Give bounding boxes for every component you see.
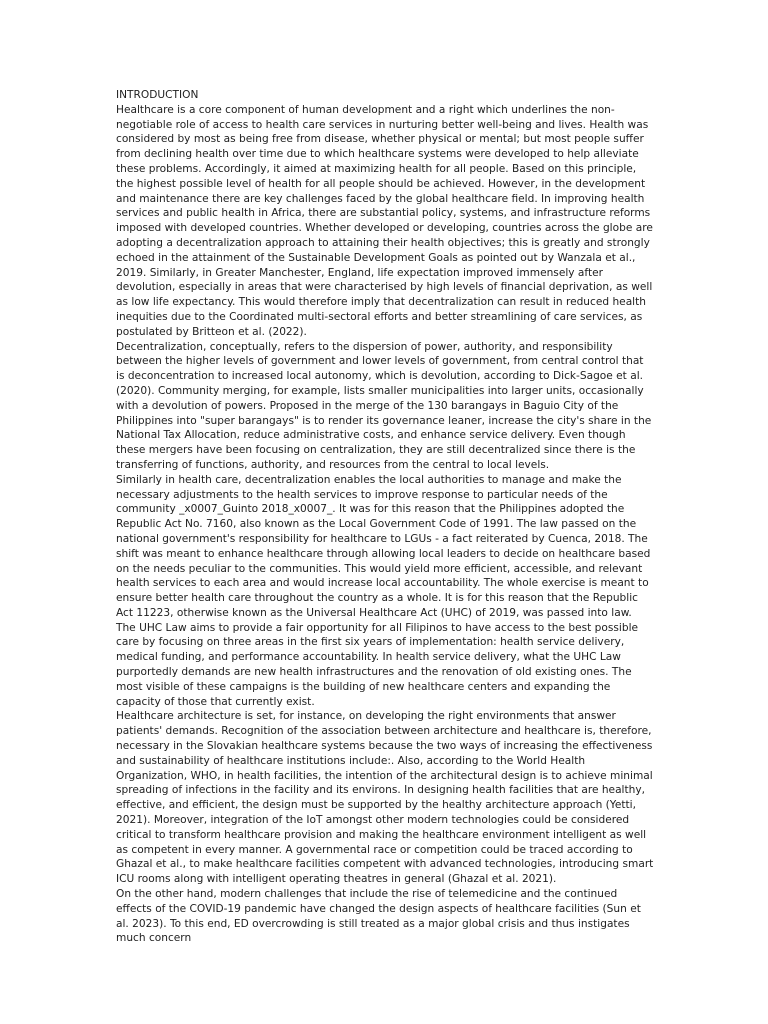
section-heading: INTRODUCTION (116, 89, 199, 101)
document-page (116, 88, 654, 946)
paragraph-6: On the other hand, modern challenges that include the rise of telemedicine and the continued effects of the COVID-19 pandemic have changed the design aspects of healthcare facilities (Sun et al. 2023). To this end, ED overcrowding is still treated as a major global crisis and thus instigates much concern (116, 888, 641, 945)
paragraph-1: Healthcare is a core component of human development and a right which underlines the non-negotiable role of access to health care services in nurturing better well-being and lives. Health was considered by most as being free from disease, whether physical or mental; but most people suffer from declining health over time due to which healthcare systems were developed to help alleviate these problems. Accordingly, it aimed at maximizing health for all people. Based on this principle, the highest possible level of health for all people should be achieved. However, in the development and maintenance there are key challenges faced by the global healthcare field. In improving health services and public health in Africa, there are substantial policy, systems, and infrastructure reforms imposed with developed countries. Whether developed or developing, countries across the globe are adopting a decentralization approach to attaining their health objectives; this is greatly and strongly echoed in the attainment of the Sustainable Development Goals as pointed out by Wanzala et al., 2019. Similarly, in Greater Manchester, England, life expectation improved immensely after devolution, especially in areas that were characterised by high levels of financial deprivation, as well as low life expectancy. This would therefore imply that decentralization can result in reduced health inequities due to the Coordinated multi-sectoral efforts and better streamlining of care services, as postulated by Britteon et al. (2022). (116, 103, 653, 338)
paragraph-4: The UHC Law aims to provide a fair opportunity for all Filipinos to have access to the best possible care by focusing on three areas in the first six years of implementation: health service delivery, medical funding, and performance accountability. In health service delivery, what the UHC Law purportedly demands are new health infrastructures and the renovation of old existing ones. The most visible of these campaigns is the building of new healthcare centers and expanding the capacity of those that currently exist. (116, 621, 639, 708)
paragraph-3: Similarly in health care, decentralization enables the local authorities to manage and make the necessary adjustments to the health services to improve response to particular needs of the community _x0007_Guinto 2018_x0007_. It was for this reason that the Philippines adopted the Republic Act No. 7160, also known as the Local Government Code of 1991. The law passed on the national government's responsibility for healthcare to LGUs - a fact reiterated by Cuenca, 2018. The shift was meant to enhance healthcare through allowing local leaders to decide on healthcare based on the needs peculiar to the communities. This would yield more efficient, accessible, and relevant health services to each area and would increase local accountability. The whole exercise is meant to ensure better health care throughout the country as a whole. It is for this reason that the Republic Act 11223, otherwise known as the Universal Healthcare Act (UHC) of 2019, was passed into law. (116, 473, 651, 619)
paragraph-5: Healthcare architecture is set, for instance, on developing the right environments that answer patients' demands. Recognition of the association between architecture and healthcare is, therefore, necessary in the Slovakian healthcare systems because the two ways of increasing the effectiveness and sustainability of healthcare institutions include:. Also, according to the World Health Organization, WHO, in health facilities, the intention of the architectural design is to achieve minimal spreading of infections in the facility and its environs. In designing health facilities that are healthy, effective, and efficient, the design must be supported by the healthy architecture approach (Yetti, 2021). Moreover, integration of the IoT amongst other modern technologies could be considered critical to transform healthcare provision and making the healthcare environment intelligent as well as competent in every manner. A governmental race or competition could be traced according to Ghazal et al., to make healthcare facilities competent with advanced technologies, introducing smart ICU rooms along with intelligent operating theatres in general (Ghazal et al. 2021). (116, 710, 654, 886)
paragraph-2: Decentralization, conceptually, refers to the dispersion of power, authority, and responsibility between the higher levels of government and lower levels of government, from central control that is deconcentration to increased local autonomy, which is devolution, according to Dick-Sagoe et al. (2020). Community merging, for example, lists smaller municipalities into larger units, occasionally with a devolution of powers. Proposed in the merge of the 130 barangays in Baguio City of the Philippines into "super barangays" is to render its governance leaner, increase the city's share in the National Tax Allocation, reduce administrative costs, and enhance service delivery. Even though these mergers have been focusing on centralization, they are still decentralized since there is the transferring of functions, authority, and resources from the central to local levels. (116, 340, 652, 471)
